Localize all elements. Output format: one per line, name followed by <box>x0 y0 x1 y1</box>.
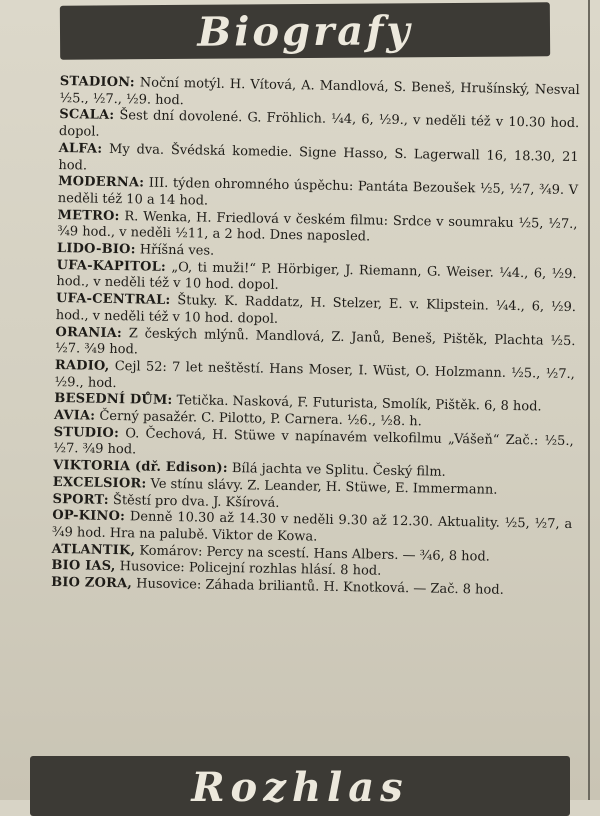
cinema-name: BIO IAS, <box>51 558 116 575</box>
screening-details: Z českých mlýnů. Mandlová, Z. Janů, Beneš, Pištěk, Plachta ½5. ½7. ¾9 hod. <box>55 325 576 358</box>
screening-details: Komárov: Percy na scestí. Hans Albers. — ¾6, 8 hod. <box>139 543 490 565</box>
screening-details: Husovice: Policejní rozhlas hlásí. 8 hod. <box>119 559 382 580</box>
screening-details: My dva. Švédská komedie. Signe Hasso, S. Lagerwall 16, 18.30, 21 hod. <box>58 141 579 174</box>
footer-banner <box>30 756 570 816</box>
cinema-name: BESEDNÍ DŮM: <box>54 391 173 409</box>
screening-details: III. týden ohromného úspěchu: Pantáta Bezoušek ½5, ½7, ¾9. V neděli též 10 a 14 hod. <box>57 175 579 209</box>
cinema-name: VIKTORIA (dř. Edison): <box>53 458 228 477</box>
header-banner <box>60 2 550 59</box>
screening-details: R. Wenka, H. Friedlová v českém filmu: Srdce v soumraku ½5, ½7., ¾9 hod., v neděli ½11, a 2 hod. Dnes naposled. <box>57 208 578 245</box>
cinema-listings <box>51 74 580 601</box>
screening-details: Ve stínu slávy. Z. Leander, H. Stüwe, E. Immermann. <box>150 476 498 498</box>
cinema-name: ALFA: <box>58 140 103 157</box>
cinema-name: OP-KINO: <box>52 508 126 525</box>
cinema-name: RADIO, <box>54 357 110 374</box>
screening-details: „O, ti muži!“ P. Hörbiger, J. Riemann, G. Weiser. ¼4., 6, ½9. hod., v neděli též v 10 hod. dopol. <box>56 259 577 294</box>
screening-details: Bílá jachta ve Splitu. Český film. <box>231 461 446 480</box>
screening-details: Tetička. Nasková, F. Futurista, Smolík, Pištěk. 6, 8 hod. <box>176 393 542 415</box>
section-title: Biografy <box>197 6 413 56</box>
cinema-name: UFA-CENTRAL: <box>55 291 171 309</box>
cinema-name: AVIA: <box>53 408 96 424</box>
screening-details: Šest dní dovolené. G. Fröhlich. ¼4, 6, ½9., v neděli též v 10.30 hod. dopol. <box>58 108 580 140</box>
cinema-name: MODERNA: <box>57 174 145 191</box>
screening-details: O. Čechová, H. Stüwe v napínavém velkofilmu „Vášeň“ Zač.: ½5., ½7. ¾9 hod. <box>53 425 574 458</box>
cinema-name: ORANIA: <box>55 324 123 341</box>
screening-details: Černý pasažér. C. Pilotto, P. Carnera. ½6., ½8. h. <box>99 408 422 430</box>
cinema-name: UFA-KAPITOL: <box>56 257 167 275</box>
screening-details: Štuky. K. Raddatz, H. Stelzer, E. v. Klipstein. ¼4., 6, ½9. hod., v neděli též v 10 hod. dopol. <box>55 293 577 327</box>
screening-details: Denně 10.30 až 14.30 v neděli 9.30 až 12.30. Aktuality. ½5, ½7, a ¾9 hod. Hra na palubě. Viktor de Kowa. <box>51 509 573 545</box>
cinema-name: STUDIO: <box>53 424 120 441</box>
cinema-name: LIDO-BIO: <box>56 241 136 258</box>
cinema-name: METRO: <box>57 207 120 224</box>
screening-details: Cejl 52: 7 let neštěstí. Hans Moser, I. Wüst, O. Holzmann. ½5., ½7., ½9., hod. <box>54 358 575 391</box>
cinema-name: SPORT: <box>52 491 109 508</box>
cinema-name: ATLANTIK, <box>51 541 136 559</box>
screening-details: Hříšná ves. <box>139 242 215 259</box>
cinema-name: EXCELSIOR: <box>52 474 147 492</box>
column-rule <box>588 0 590 800</box>
screening-details: Husovice: Záhada briliantů. H. Knotková. — Zač. 8 hod. <box>136 576 504 598</box>
cinema-name: SCALA: <box>59 107 115 124</box>
next-section-title: Rozhlas <box>191 764 409 811</box>
screening-details: Štěstí pro dva. J. Kšírová. <box>112 492 280 511</box>
cinema-name: BIO ZORA, <box>50 575 133 592</box>
screening-details: Noční motýl. H. Vítová, A. Mandlová, S. Beneš, Hrušínský, Nesval ½5., ½7., ½9. hod. <box>59 75 580 108</box>
cinema-name: STADION: <box>59 74 135 91</box>
